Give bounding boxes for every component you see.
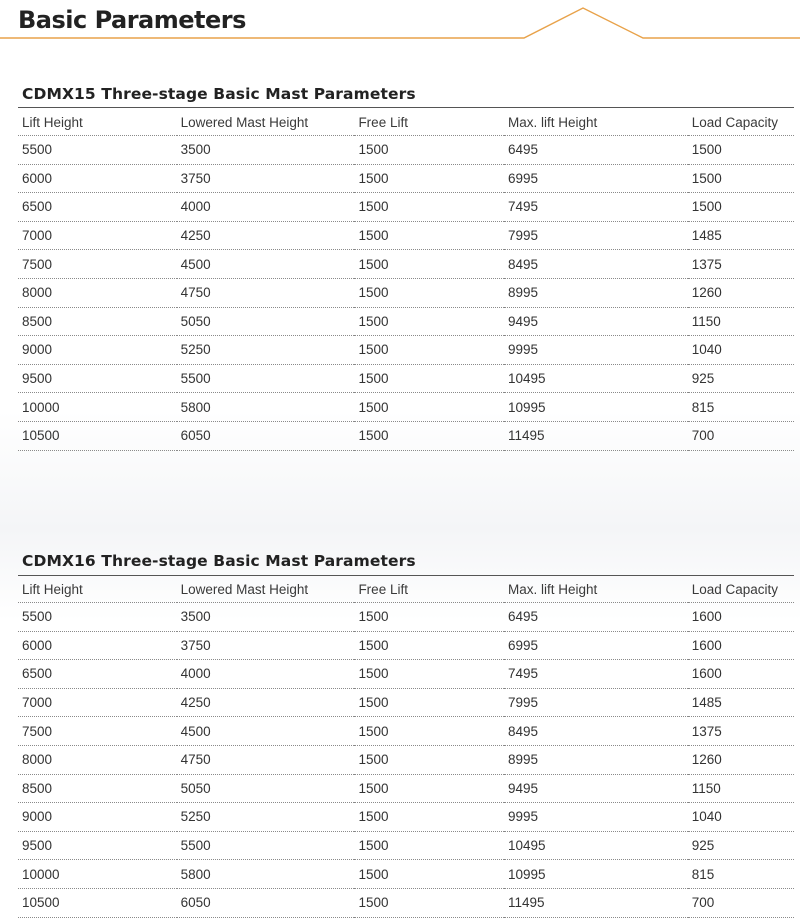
table-cell: 1500 [354, 307, 504, 336]
table-cell: 3750 [177, 631, 355, 660]
table-cell: 1500 [354, 336, 504, 365]
table-cell: 6050 [177, 888, 355, 917]
table-cell: 925 [688, 364, 794, 393]
table-cell: 4500 [177, 717, 355, 746]
table-cell: 10995 [504, 860, 688, 889]
parameters-table-cdmx15 [18, 110, 794, 451]
table-row [18, 307, 794, 336]
column-header: Max. lift Height [504, 110, 688, 136]
table-row [18, 717, 794, 746]
table-cell: 8995 [504, 278, 688, 307]
table-header-row [18, 110, 794, 136]
table-cell: 1375 [688, 717, 794, 746]
table-cell: 10495 [504, 831, 688, 860]
table-row [18, 688, 794, 717]
table-cell: 8995 [504, 745, 688, 774]
table-cell: 1485 [688, 221, 794, 250]
table-row [18, 250, 794, 279]
table-row [18, 774, 794, 803]
table-1-rule [18, 107, 794, 108]
table-cell: 1150 [688, 774, 794, 803]
table-cell: 10495 [504, 364, 688, 393]
table-cell: 1500 [354, 250, 504, 279]
column-header: Lowered Mast Height [177, 577, 355, 603]
table-cell: 1500 [354, 803, 504, 832]
table-2-rule [18, 575, 794, 576]
table-cell: 5500 [177, 364, 355, 393]
table-row [18, 603, 794, 632]
table-cell: 6495 [504, 603, 688, 632]
table-cell: 6500 [18, 193, 177, 222]
table-cell: 4000 [177, 193, 355, 222]
table-2-title: CDMX16 Three-stage Basic Mast Parameters [22, 552, 416, 570]
table-cell: 8500 [18, 774, 177, 803]
column-header: Lowered Mast Height [177, 110, 355, 136]
table-cell: 1500 [354, 136, 504, 165]
table-cell: 7000 [18, 221, 177, 250]
table-cell: 1500 [354, 364, 504, 393]
table-cell: 5800 [177, 860, 355, 889]
column-header: Lift Height [18, 577, 177, 603]
table-row [18, 221, 794, 250]
table-cell: 1600 [688, 631, 794, 660]
table-cell: 1500 [688, 164, 794, 193]
table-row [18, 631, 794, 660]
table-row [18, 164, 794, 193]
table-cell: 5500 [18, 136, 177, 165]
table-cell: 1500 [354, 774, 504, 803]
table-cell: 6995 [504, 631, 688, 660]
table-cell: 6495 [504, 136, 688, 165]
table-cell: 9500 [18, 364, 177, 393]
table-cell: 11495 [504, 888, 688, 917]
table-cell: 1500 [354, 631, 504, 660]
table-cell: 11495 [504, 421, 688, 450]
table-cell: 9995 [504, 803, 688, 832]
table-header-row [18, 577, 794, 603]
table-cell: 1500 [354, 221, 504, 250]
table-cell: 7000 [18, 688, 177, 717]
table-row [18, 745, 794, 774]
table-cell: 9495 [504, 307, 688, 336]
table-cell: 9995 [504, 336, 688, 365]
table-cell: 1500 [354, 393, 504, 422]
table-cell: 9000 [18, 336, 177, 365]
table-cell: 9495 [504, 774, 688, 803]
table-cell: 1500 [354, 717, 504, 746]
table-cell: 1040 [688, 803, 794, 832]
table-cell: 5800 [177, 393, 355, 422]
table-cell: 1600 [688, 603, 794, 632]
table-cell: 7495 [504, 193, 688, 222]
table-row [18, 364, 794, 393]
table-cell: 9000 [18, 803, 177, 832]
column-header: Free Lift [354, 577, 504, 603]
table-cell: 3750 [177, 164, 355, 193]
table-cell: 1500 [354, 603, 504, 632]
table-cell: 1150 [688, 307, 794, 336]
table-cell: 4750 [177, 278, 355, 307]
column-header: Load Capacity [688, 577, 794, 603]
table-cell: 10000 [18, 860, 177, 889]
table-cell: 1500 [354, 164, 504, 193]
column-header: Lift Height [18, 110, 177, 136]
page-title: Basic Parameters [18, 6, 246, 34]
table-cell: 700 [688, 421, 794, 450]
table-cell: 10995 [504, 393, 688, 422]
table-cell: 1500 [354, 193, 504, 222]
table-cell: 7495 [504, 660, 688, 689]
table-cell: 815 [688, 393, 794, 422]
table-cell: 7500 [18, 250, 177, 279]
table-row [18, 393, 794, 422]
table-cell: 1500 [688, 136, 794, 165]
column-header: Free Lift [354, 110, 504, 136]
table-cell: 6050 [177, 421, 355, 450]
table-1-title: CDMX15 Three-stage Basic Mast Parameters [22, 85, 416, 103]
table-cell: 6995 [504, 164, 688, 193]
table-cell: 7500 [18, 717, 177, 746]
table-cell: 5500 [177, 831, 355, 860]
table-cell: 1500 [354, 888, 504, 917]
table-cell: 1500 [688, 193, 794, 222]
table-cell: 9500 [18, 831, 177, 860]
table-row [18, 278, 794, 307]
table-cell: 8000 [18, 278, 177, 307]
table-cell: 4250 [177, 221, 355, 250]
table-row [18, 803, 794, 832]
table-cell: 10000 [18, 393, 177, 422]
table-cell: 5250 [177, 803, 355, 832]
table-row [18, 421, 794, 450]
table-cell: 8500 [18, 307, 177, 336]
table-cell: 10500 [18, 421, 177, 450]
table-row [18, 336, 794, 365]
page-header [0, 0, 800, 44]
table-cell: 8495 [504, 717, 688, 746]
table-row [18, 136, 794, 165]
table-cell: 7995 [504, 221, 688, 250]
table-cell: 8000 [18, 745, 177, 774]
table-cell: 5250 [177, 336, 355, 365]
table-cell: 1500 [354, 688, 504, 717]
table-cell: 5050 [177, 774, 355, 803]
table-cell: 925 [688, 831, 794, 860]
table-cell: 1500 [354, 278, 504, 307]
table-cell: 1260 [688, 745, 794, 774]
table-cell: 3500 [177, 603, 355, 632]
table-cell: 1375 [688, 250, 794, 279]
table-cell: 1500 [354, 660, 504, 689]
column-header: Max. lift Height [504, 577, 688, 603]
table-cell: 10500 [18, 888, 177, 917]
table-cell: 3500 [177, 136, 355, 165]
table-cell: 1040 [688, 336, 794, 365]
table-cell: 1260 [688, 278, 794, 307]
table-cell: 6500 [18, 660, 177, 689]
table-row [18, 860, 794, 889]
table-cell: 1600 [688, 660, 794, 689]
table-cell: 6000 [18, 164, 177, 193]
table-cell: 1500 [354, 831, 504, 860]
table-cell: 1500 [354, 745, 504, 774]
table-cell: 5500 [18, 603, 177, 632]
table-cell: 8495 [504, 250, 688, 279]
table-cell: 1500 [354, 421, 504, 450]
table-cell: 1485 [688, 688, 794, 717]
table-cell: 6000 [18, 631, 177, 660]
parameters-table-cdmx16 [18, 577, 794, 918]
table-cell: 700 [688, 888, 794, 917]
table-cell: 4000 [177, 660, 355, 689]
table-cell: 4250 [177, 688, 355, 717]
table-row [18, 831, 794, 860]
table-cell: 5050 [177, 307, 355, 336]
table-cell: 1500 [354, 860, 504, 889]
table-row [18, 193, 794, 222]
table-cell: 815 [688, 860, 794, 889]
table-row [18, 660, 794, 689]
table-cell: 7995 [504, 688, 688, 717]
table-cell: 4750 [177, 745, 355, 774]
table-cell: 4500 [177, 250, 355, 279]
column-header: Load Capacity [688, 110, 794, 136]
